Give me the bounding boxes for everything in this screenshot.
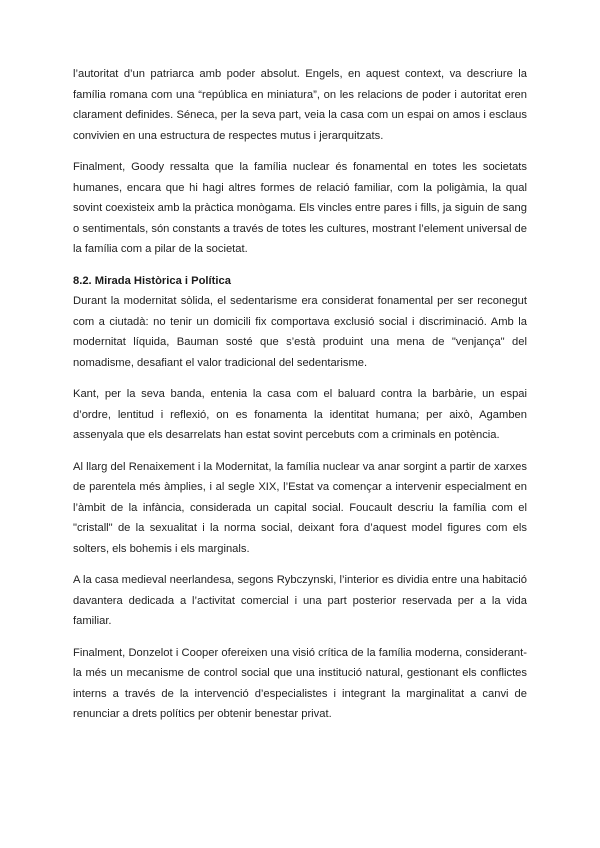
document-page xyxy=(73,64,527,736)
paragraph-donzelot-cooper: Finalment, Donzelot i Cooper ofereixen una visió crítica de la família moderna, considerant-la més un mecanisme de control social que una institució natural, gestionant els conflictes interns a través de la intervenció d’especialistes i integrant la marginalitat a canvi de renunciar a drets polítics per obtenir benestar privat. xyxy=(73,646,527,720)
section-heading: 8.2. Mirada Històrica i Política xyxy=(73,274,231,287)
paragraph-patriarchal-family: l’autoritat d’un patriarca amb poder absolut. Engels, en aquest context, va descriure la família romana com una “república en miniatura”, on les relacions de poder i autoritat eren clarament definides. Séneca, per la seva part, veia la casa com un espai on amos i esclaus convivien en una estructura de respectes mutus i jerarquitzats. xyxy=(73,68,527,142)
paragraph-goody-nuclear-family: Finalment, Goody ressalta que la família nuclear és fonamental en totes les societats humanes, encara que hi hagi altres formes de relació familiar, com la poligàmia, la qual sovint coexisteix amb la pràctica monògama. Els vincles entre pares i fills, ja siguin de sang o sentimentals, són constants a través de totes les cultures, mostrant l’element universal de la família com a pilar de la societat. xyxy=(73,161,527,255)
paragraph-renaissance-family: Al llarg del Renaixement i la Modernitat, la família nuclear va anar sorgint a partir de xarxes de parentela més àmplies, i al segle XIX, l’Estat va començar a intervenir especialment en l’àmbit de la infància, considerada un capital social. Foucault descriu la família com el "cristall" de la sexualitat i la norma social, deixant fora d’aquest model figures com els solters, els bohemis i els marginals. xyxy=(73,460,527,555)
paragraph-kant-home: Kant, per la seva banda, entenia la casa com el baluard contra la barbàrie, un espai d’ordre, lentitud i reflexió, on es fonamenta la identitat humana; per això, Agamben assenyala que els desarrelats han estat sovint percebuts com a criminals en potència. xyxy=(73,388,527,441)
paragraph-bauman-nomadism: Durant la modernitat sòlida, el sedentarisme era considerat fonamental per ser reconegut com a ciutadà: no tenir un domicili fix comportava exclusió social i discriminació. Amb la modernitat líquida, Bauman sosté que s’està produint una mena de "venjança" del nomadisme, desafiant el valor tradicional del sedentarisme. xyxy=(73,295,527,369)
paragraph-dutch-house: A la casa medieval neerlandesa, segons Rybczynski, l’interior es dividia entre una habitació davantera dedicada a l’activitat comercial i una part posterior reservada per a la vida familiar. xyxy=(73,574,527,627)
